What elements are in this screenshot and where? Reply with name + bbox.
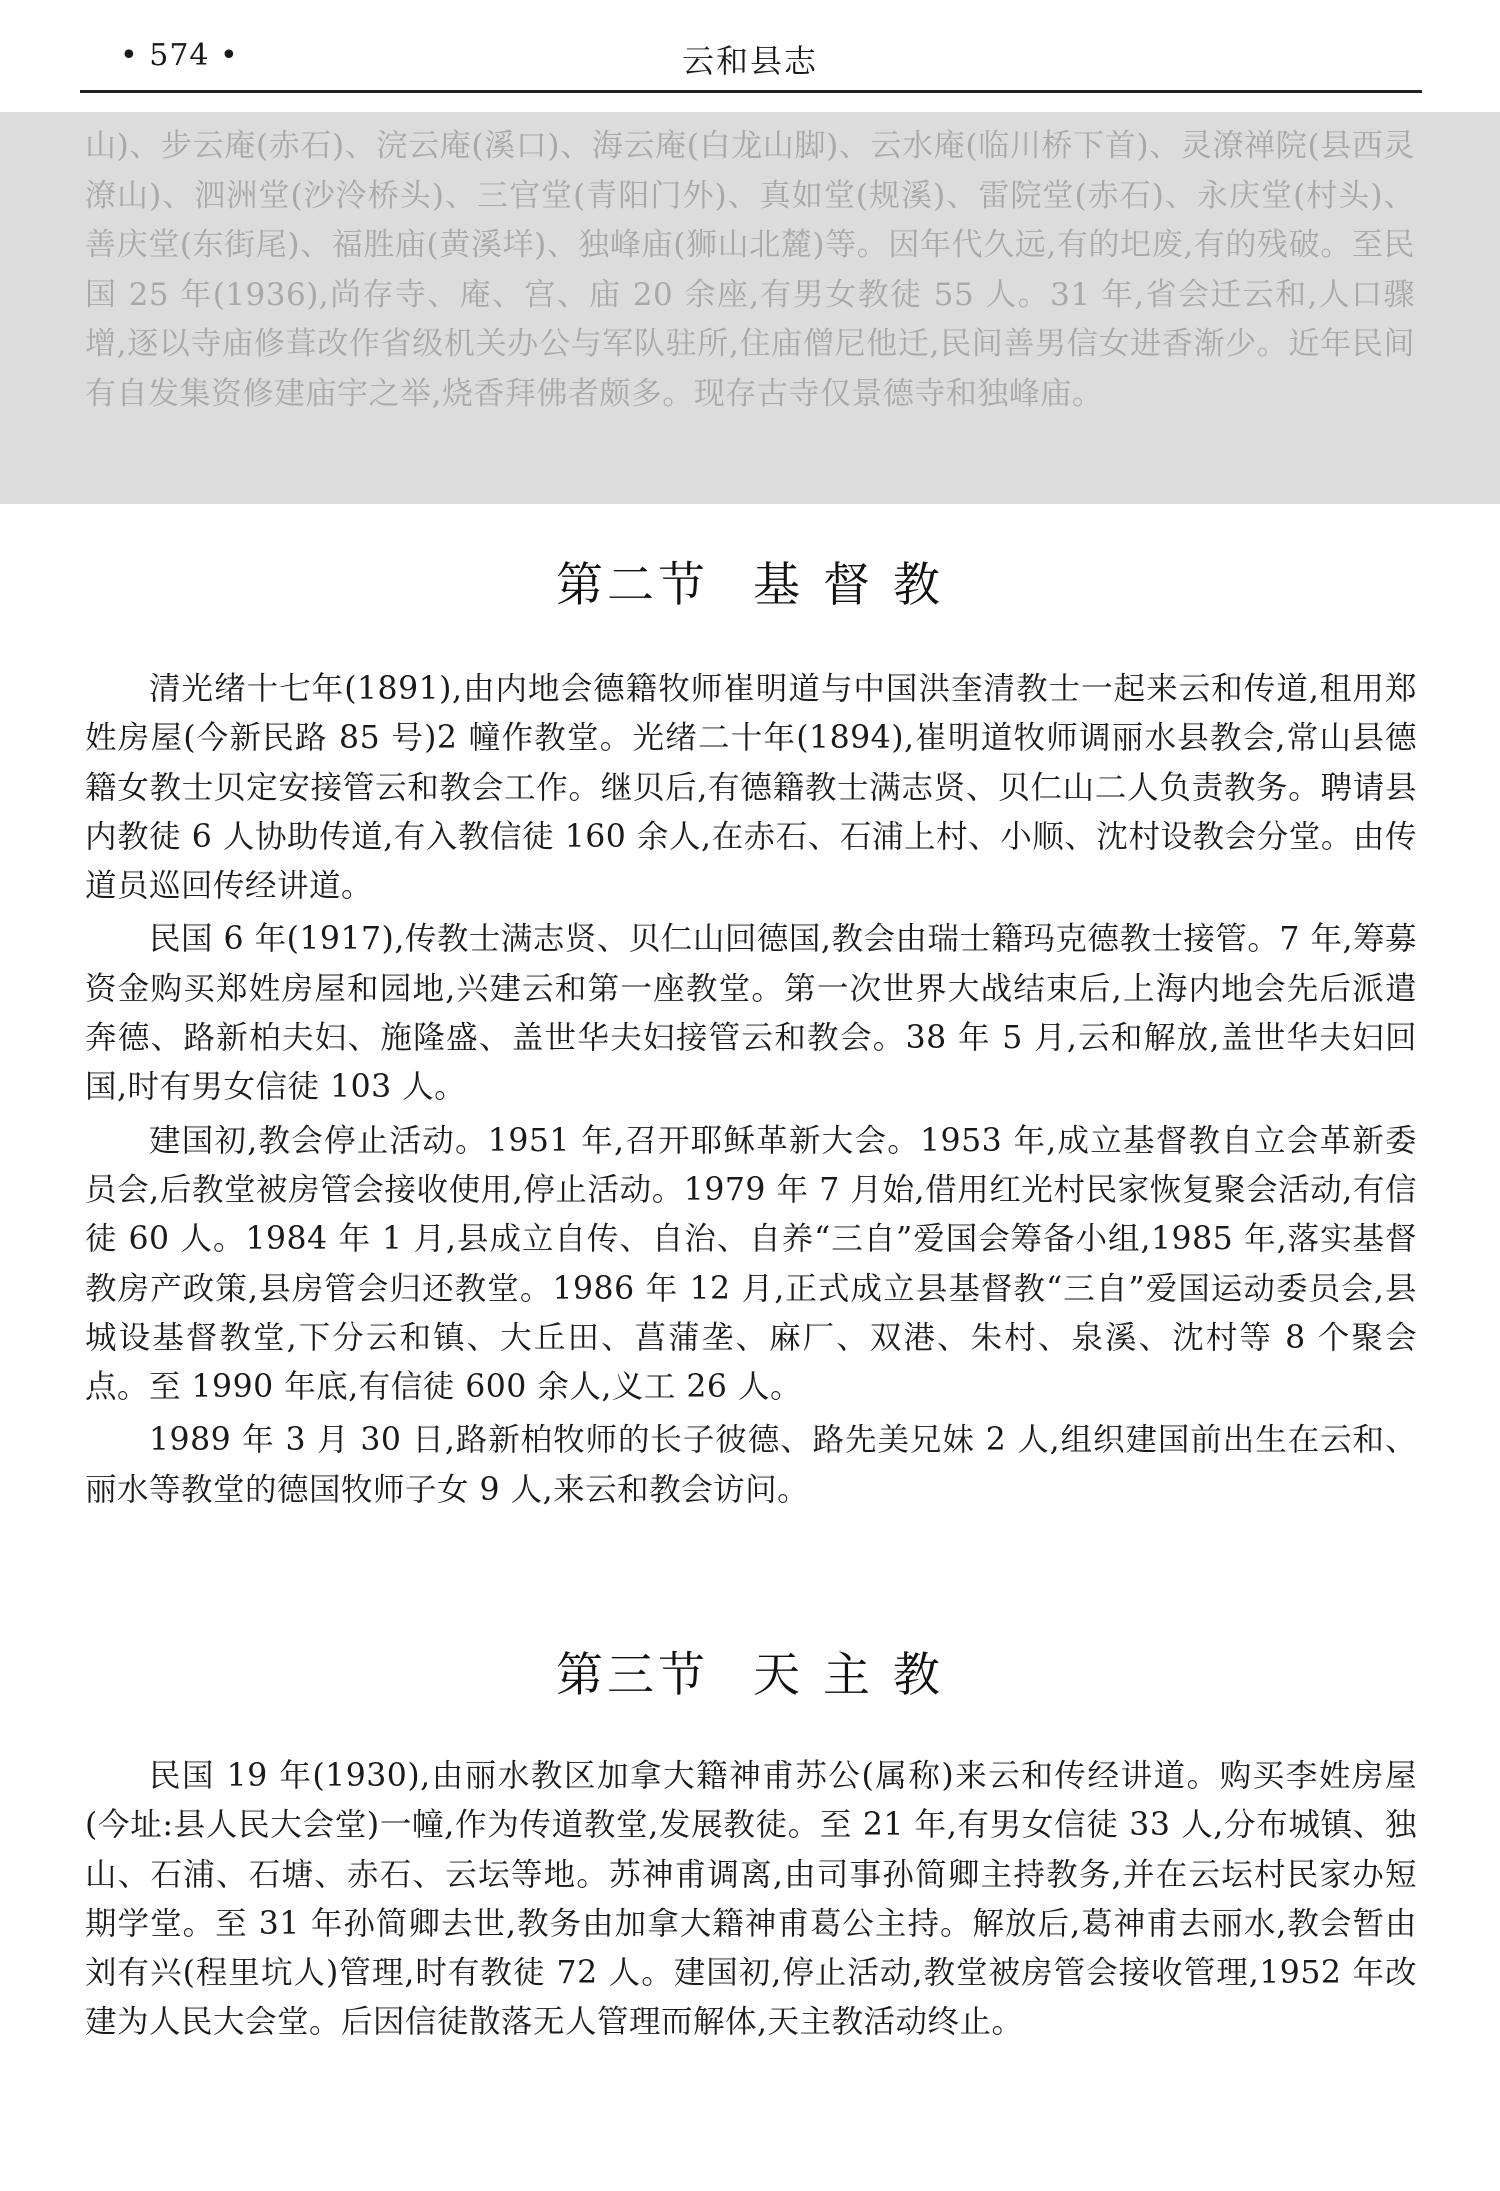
section-body-christianity [85,665,1417,1519]
book-title: 云和县志 [681,42,818,80]
paragraph: 建国初,教会停止活动。1951 年,召开耶稣革新大会。1953 年,成立基督教自立会革新委员会,后教堂被房管会接收使用,停止活动。1979 年 7 月始,借用红光村民家恢复聚会活动,有信徒 60 人。1984 年 1 月,县成立自传、自治、自养“三自”爱国会筹备小组,1985 年,落实基督教房产政策,县房管会归还教堂。1986 年 12 月,正式成立县基督教“三自”爱国运动委员会,县城设基督教堂,下分云和镇、大丘田、菖蒲垄、麻厂、双港、朱村、泉溪、沈村等 8 个聚会点。至 1990 年底,有信徒 600 余人,义工 26 人。 [85,1122,1417,1406]
paragraph: 民国 6 年(1917),传教士满志贤、贝仁山回德国,教会由瑞士籍玛克德教士接管。7 年,筹募资金购买郑姓房屋和园地,兴建云和第一座教堂。第一次世界大战结束后,上海内地会先后派遣奔德、路新柏夫妇、施隆盛、盖世华夫妇接管云和教会。38 年 5 月,云和解放,盖世华夫妇回国,时有男女信徒 103 人。 [85,921,1417,1106]
section-body-catholicism [85,1752,1417,2052]
page-header [80,30,1420,90]
paragraph: 民国 19 年(1930),由丽水教区加拿大籍神甫苏公(属称)来云和传经讲道。购买李姓房屋(今址:县人民大会堂)一幢,作为传道教堂,发展教徒。至 21 年,有男女信徒 33 人,分布城镇、独山、石浦、石塘、赤石、云坛等地。苏神甫调离,由司事孙简卿主持教务,并在云坛村民家办短期学堂。至 31 年孙简卿去世,教务由加拿大籍神甫葛公主持。解放后,葛神甫去丽水,教会暂由刘有兴(程里坑人)管理,时有教徒 72 人。建国初,停止活动,教堂被房管会接收管理,1952 年改建为人民大会堂。后因信徒散落无人管理而解体,天主教活动终止。 [85,1758,1417,2041]
section-heading-christianity [0,548,1500,615]
section-number: 第三节 [556,1648,710,1703]
paragraph: 清光绪十七年(1891),由内地会德籍牧师崔明道与中国洪奎清教士一起来云和传道,租用郑姓房屋(今新民路 85 号)2 幢作教堂。光绪二十年(1894),崔明道牧师调丽水县教会,常山县德籍女教士贝定安接管云和教会工作。继贝后,有德籍教士满志贤、贝仁山二人负责教务。聘请县内教徒 6 人协助传道,有入教信徒 160 余人,在赤石、石浦上村、小顺、沈村设教会分堂。由传道员巡回传经讲道。 [85,671,1417,905]
header-rule [80,90,1422,93]
page-number: • 574 • [120,38,239,73]
continuation-paragraph: 山)、步云庵(赤石)、浣云庵(溪口)、海云庵(白龙山脚)、云水庵(临川桥下首)、灵潦禅院(县西灵潦山)、泗洲堂(沙泠桥头)、三官堂(青阳门外)、真如堂(规溪)、雷院堂(赤石)、永庆堂(村头)、善庆堂(东街尾)、福胜庙(黄溪垟)、独峰庙(狮山北麓)等。因年代久远,有的圯废,有的残破。至民国 25 年(1936),尚存寺、庵、宫、庙 20 余座,有男女教徒 55 人。31 年,省会迁云和,人口骤增,逐以寺庙修葺改作省级机关办公与军队驻所,住庙僧尼他迁,民间善男信女进香渐少。近年民间有自发集资修建庙宇之举,烧香拜佛者颇多。现存古寺仅景德寺和独峰庙。 [85,128,1415,412]
section-heading-catholicism [0,1638,1500,1705]
shaded-continuation-block [0,112,1500,504]
section-name: 天 主 教 [753,1648,944,1703]
paragraph: 1989 年 3 月 30 日,路新柏牧师的长子彼德、路先美兄妹 2 人,组织建国前出生在云和、丽水等教堂的德国牧师子女 9 人,来云和教会访问。 [85,1422,1417,1508]
section-number: 第二节 [556,558,710,613]
section-name: 基 督 教 [753,558,944,613]
